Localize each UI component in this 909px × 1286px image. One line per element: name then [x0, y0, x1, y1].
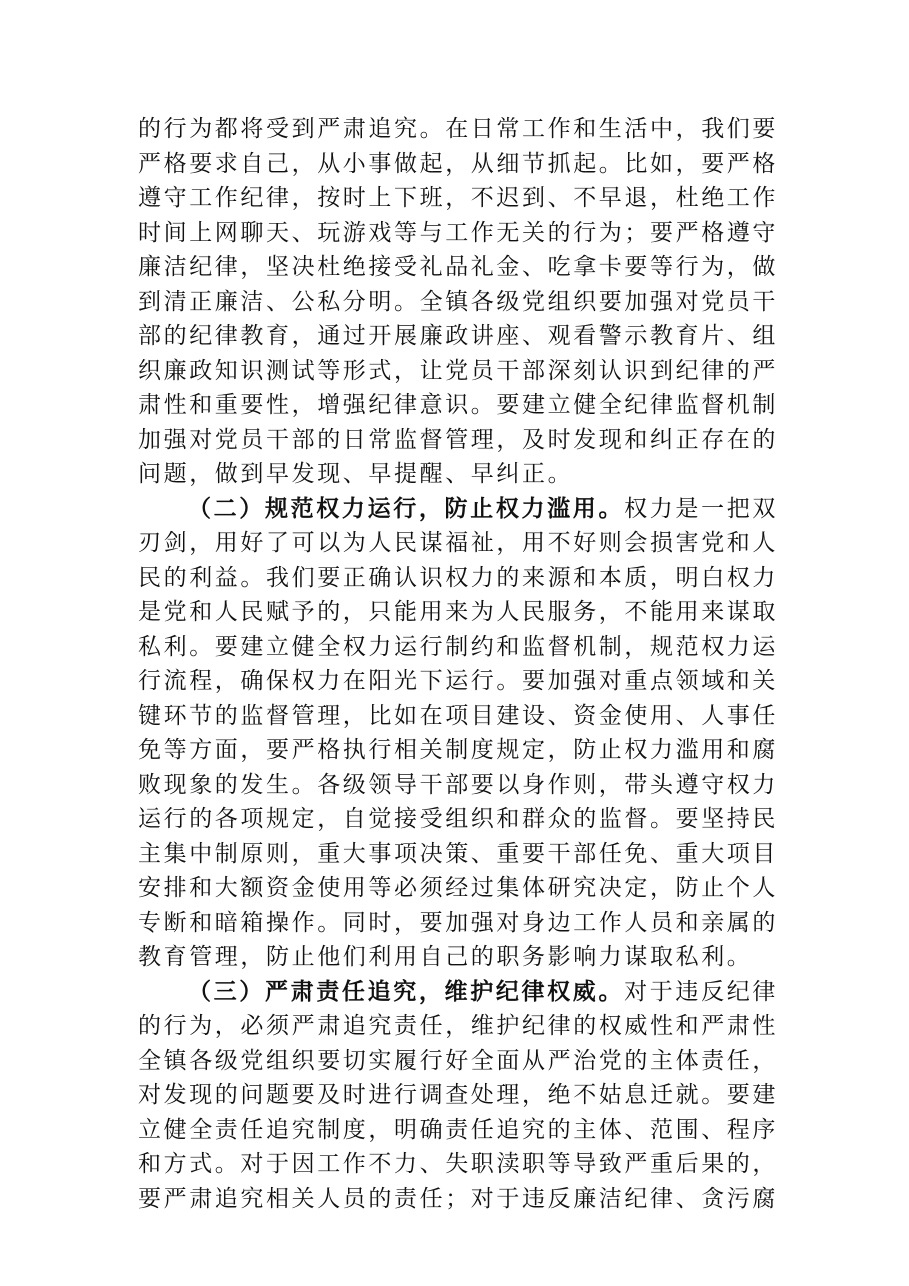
paragraph-body: 对于违反纪律的行为，必须严肃追究责任，维护纪律的权威性和严肃性全镇各级党组织要切实履行好全面从严治党的主体责任，对发现的问题要及时进行调查处理，绝不姑息迁就。要建立健全责任追究制度，明确责任追究的主体、范围、程序和方式。对于因工作不力、失职渎职等导致严重后果的，要严肃追究相关人员的责任；对于违反廉洁纪律、贪污腐: [138, 978, 778, 1212]
section-heading: （二）规范权力运行，防止权力滥用。: [188, 495, 625, 522]
document-body: [138, 112, 778, 1216]
paragraph-body: 权力是一把双刃剑，用好了可以为人民谋福祉，用不好则会损害党和人民的利益。我们要正确认识权力的来源和本质，明白权力是党和人民赋予的，只能用来为人民服务，不能用来谋取私利。要建立健全权力运行制约和监督机制，规范权力运行流程，确保权力在阳光下运行。要加强对重点领域和关键环节的监督管理，比如在项目建设、资金使用、人事任免等方面，要严格执行相关制度规定，防止权力滥用和腐败现象的发生。各级领导干部要以身作则，带头遵守权力运行的各项规定，自觉接受组织和群众的监督。要坚持民主集中制原则，重大事项决策、重要干部任免、重大项目安排和大额资金使用等必须经过集体研究决定，防止个人专断和暗箱操作。同时，要加强对身边工作人员和亲属的教育管理，防止他们利用自己的职务影响力谋取私利。: [138, 495, 778, 970]
paragraph-body: 的行为都将受到严肃追究。在日常工作和生活中，我们要严格要求自己，从小事做起，从细节抓起。比如，要严格遵守工作纪律，按时上下班，不迟到、不早退，杜绝工作时间上网聊天、玩游戏等与工作无关的行为；要严格遵守廉洁纪律，坚决杜绝接受礼品礼金、吃拿卡要等行为，做到清正廉洁、公私分明。全镇各级党组织要加强对党员干部的纪律教育，通过开展廉政讲座、观看警示教育片、组织廉政知识测试等形式，让党员干部深刻认识到纪律的严肃性和重要性，增强纪律意识。要建立健全纪律监督机制加强对党员干部的日常监督管理，及时发现和纠正存在的问题，做到早发现、早提醒、早纠正。: [138, 116, 778, 487]
paragraph-continuation: [138, 112, 778, 492]
paragraph-section-3: [138, 975, 778, 1217]
paragraph-section-2: [138, 492, 778, 975]
section-heading: （三）严肃责任追究，维护纪律权威。: [188, 978, 625, 1005]
